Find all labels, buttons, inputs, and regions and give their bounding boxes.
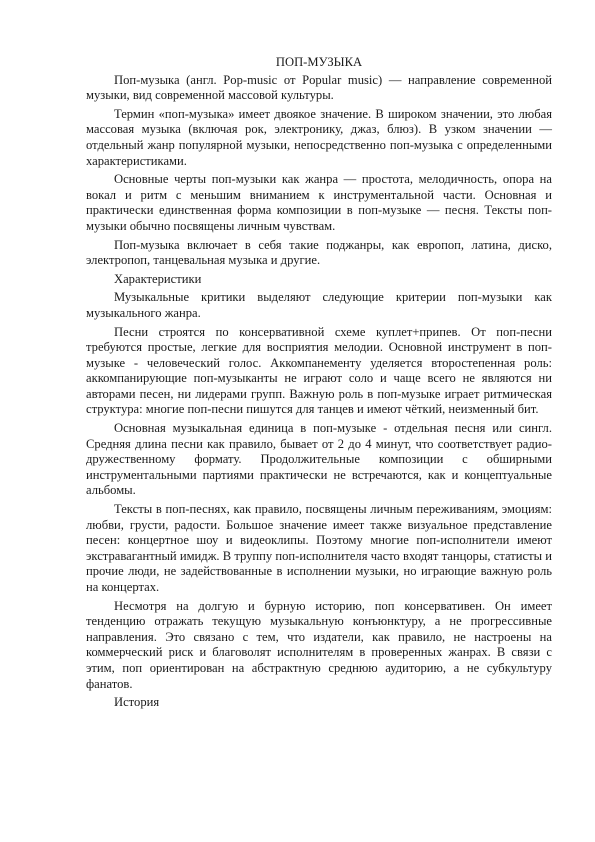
paragraph: Основная музыкальная единица в поп-музыке - отдельная песня или сингл. Средняя длина песни как правило, бывает от 2 до 4 минут, что соответствует радио-дружественному формату. Продолжительные композиции с обширными инструментальными партиями практически не встречаются, как и концептуальные альбомы.	[86, 421, 552, 498]
paragraph: Поп-музыка включает в себя такие поджанры, как европоп, латина, диско, электропоп, танцевальная музыка и другие.	[86, 237, 552, 268]
section-heading: Характеристики	[114, 271, 202, 286]
paragraph: Музыкальные критики выделяют следующие критерии поп-музыки как музыкального жанра.	[86, 290, 552, 320]
document-body	[86, 55, 552, 714]
paragraph: Песни строятся по консервативной схеме куплет+припев. От поп-песни требуются простые, легкие для восприятия мелодии. Основной инструмент в поп-музыке - человеческий голос. Аккомпанементу уделяется второстепенная роль: аккомпанирующие поп-музыканты не играют соло и чаще всего не являются ни авторами песен, ни лидерами групп. Важную роль в поп-музыке играет ритмическая структура: многие поп-песни пишутся для танцев и имеют чёткий, неизменный бит.	[86, 324, 552, 417]
paragraph: Термин «поп-музыка» имеет двоякое значение. В широком значении, это любая массовая музыка (включая рок, электронику, джаз, блюз). В узком значении — отдельный жанр популярной музыки, непосредственно поп-музыка с определенными характеристиками.	[86, 106, 552, 168]
section-heading: История	[114, 695, 160, 710]
paragraph: Поп-музыка (англ. Pop-music от Popular music) — направление современной музыки, вид современной массовой культуры.	[86, 72, 552, 103]
paragraph: Основные черты поп-музыки как жанра — простота, мелодичность, опора на вокал и ритм с меньшим вниманием к инструментальной части. Основная и практически единственная форма композиции в поп-музыке — песня. Тексты поп-музыки обычно посвящены личным чувствам.	[86, 172, 552, 233]
paragraph: Несмотря на долгую и бурную историю, поп консервативен. Он имеет тенденцию отражать текущую музыкальную конъюнктуру, а не прогрессивные направления. Это связано с тем, что издатели, как правило, не настроены на коммерческий риск и благоволят исполнителям в проверенных жанрах. В связи с этим, поп ориентирован на абстрактную среднюю аудиторию, а не субкультуру фанатов.	[86, 598, 552, 691]
document-title: ПОП-МУЗЫКА	[275, 55, 363, 69]
paragraph: Тексты в поп-песнях, как правило, посвящены личным переживаниям, эмоциям: любви, грусти, радости. Большое значение имеет также визуальное представление песен: концертное шоу и видеоклипы. Поэтому многие поп-исполнители имеют экстравагантный имидж. В труппу поп-исполнителя часто входят танцоры, статисты и прочие люди, не задействованные в исполнении музыки, но играющие важную роль на концертах.	[86, 502, 552, 594]
